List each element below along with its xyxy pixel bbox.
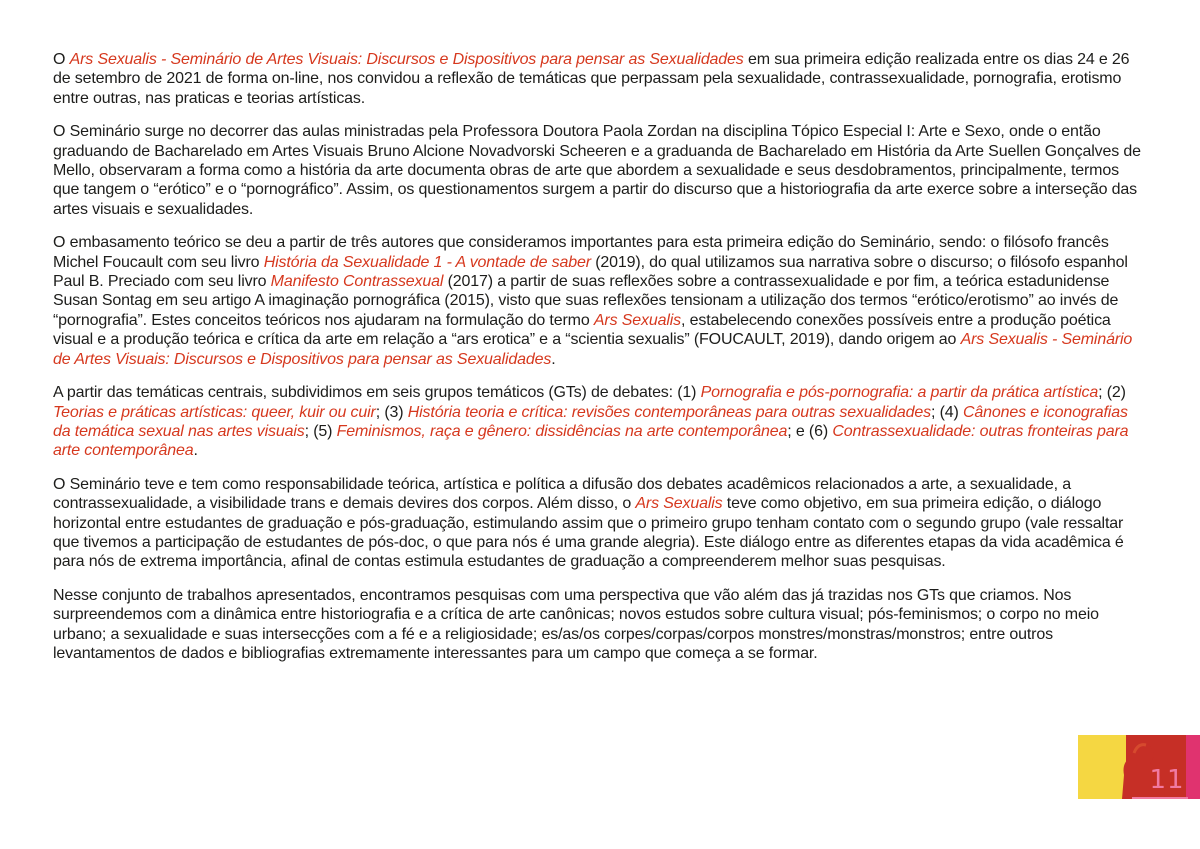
highlighted-title: Teorias e práticas artísticas: queer, kuir ou cuir xyxy=(53,403,376,421)
text-run: O Seminário surge no decorrer das aulas ministradas pela Professora Doutora Paola Zordan na disciplina Tópico Especial I: Arte e Sexo, onde o então graduando de Bacharelado em Artes Visuais Bruno Alcione Novadvorski Scheeren e a graduanda de Bacharelado em História da Arte Suellen Gonçalves de Mello, observaram a forma como a história da arte documenta obras de arte que abordem a sexualidade e seus desdobramentos, principalmente, termos que tangem o “erótico” e o “pornográfico”. Assim, os questionamentos surgem a partir do discurso que a historiografia da arte exerce sobre a interseção das artes visuais e sexualidades. xyxy=(53,123,1141,218)
highlighted-title: História da Sexualidade 1 - A vontade de saber xyxy=(263,253,591,271)
text-run: Nesse conjunto de trabalhos apresentados, encontramos pesquisas com uma perspectiva que vão além das já trazidas nos GTs que criamos. Nos surpreendemos com a dinâmica entre historiografia e a crítica de arte canônicas; novos estudos sobre cultura visual; pós-feminismos; o corpo no meio urbano; a sexualidade e suas intersecções com a fé e a religiosidade; es/as/os corpes/corpas/corpos monstres/monstras/monstros; entre outros levantamentos de dados e bibliografias extremamente interessantes para um campo que começa a se formar. xyxy=(53,586,1099,662)
highlighted-title: Ars Sexualis - Seminário de Artes Visuais: Discursos e Dispositivos para pensar as Sexualidades xyxy=(69,51,744,68)
paragraph xyxy=(53,586,1148,664)
highlighted-title: Cânones e iconografias da temática sexual nas artes visuais xyxy=(53,403,1128,440)
highlighted-title: Ars Sexualis xyxy=(593,311,681,329)
paragraph xyxy=(53,122,1148,219)
text-run: A partir das temáticas centrais, subdividimos em seis grupos temáticos (GTs) de debates: (1) xyxy=(53,384,701,402)
page-number-underline xyxy=(1132,797,1188,799)
highlighted-title: Pornografia e pós-pornografia: a partir da prática artística xyxy=(700,384,1099,402)
text-run: . xyxy=(193,442,198,460)
highlighted-title: Ars Sexualis xyxy=(635,495,723,513)
text-run: O xyxy=(53,51,70,68)
page-number: 11 xyxy=(1149,765,1185,795)
text-run: O embasamento teórico se deu a partir de três autores que consideramos importantes para esta primeira edição do Seminário, sendo: o filósofo francês Michel Foucault com seu livro xyxy=(53,234,1109,271)
text-run: (2019), do qual utilizamos sua narrativa sobre o discurso; o filósofo espanhol Paul B. Preciado com seu livro xyxy=(53,253,1128,291)
highlighted-title: Ars Sexualis - Seminário de Artes Visuais: Discursos e Dispositivos para pensar as Sexualidades xyxy=(53,331,1133,368)
highlighted-title: Manifesto Contrassexual xyxy=(270,273,444,291)
paragraph xyxy=(53,233,1148,369)
text-run: em sua primeira edição realizada entre os dias 24 e 26 de setembro de 2021 de forma on-line, nos convidou a reflexão de temáticas que perpassam pela sexualidade, contrassexualidade, pornografia, erotismo entre outras, nas praticas e teorias artísticas. xyxy=(53,51,1130,107)
text-run: ; (3) xyxy=(375,403,408,421)
text-run: ; (4) xyxy=(930,403,963,421)
paragraph xyxy=(53,50,1148,108)
text-run: ; (5) xyxy=(304,422,337,440)
highlighted-title: Feminismos, raça e gênero: dissidências na arte contemporânea xyxy=(336,422,788,440)
text-run: (2017) a partir de suas reflexões sobre a contrassexualidade e por fim, a teórica estadunidense Susan Sontag em seu artigo A imaginação pornográfica (2015), visto que suas reflexões tensionam a utilização dos termos “erótico/erotismo” ao invés de “pornografia”. Estes conceitos teóricos nos ajudaram na formulação do termo xyxy=(53,273,1119,329)
paragraph xyxy=(53,383,1148,461)
text-run: ; (2) xyxy=(1098,384,1126,402)
text-run: ; e (6) xyxy=(787,422,833,440)
highlighted-title: Contrassexualidade: outras fronteiras para arte contemporânea xyxy=(53,422,1129,460)
text-run: teve como objetivo, em sua primeira edição, o diálogo horizontal entre estudantes de graduação e pós-graduação, estimulando assim que o primeiro grupo tenham contato com o segundo grupo (vale ressaltar que tivemos a participação de estudantes de pós-doc, o que para nós é uma grande alegria). Este diálogo entre as diferentes etapas da vida acadêmica é para nós de extrema importância, afinal de contas estimula estudantes de graduação a compreenderem melhor suas pesquisas. xyxy=(53,495,1124,571)
text-run: . xyxy=(551,350,556,368)
text-run: O Seminário teve e tem como responsabilidade teórica, artística e política a difusão dos debates acadêmicos relacionados a arte, a sexualidade, a contrassexualidade, a visibilidade trans e demais devires dos corpos. Além disso, o xyxy=(53,475,1071,513)
text-run: , estabelecendo conexões possíveis entre a produção poética visual e a produção teórica e crítica da arte em relação a “ars erotica” e a “scientia sexualis” (FOUCAULT, 2019), dando origem ao xyxy=(53,311,1111,349)
document-body xyxy=(53,50,1148,677)
highlighted-title: História teoria e crítica: revisões contemporâneas para outras sexualidades xyxy=(407,403,931,421)
paragraph xyxy=(53,475,1148,572)
